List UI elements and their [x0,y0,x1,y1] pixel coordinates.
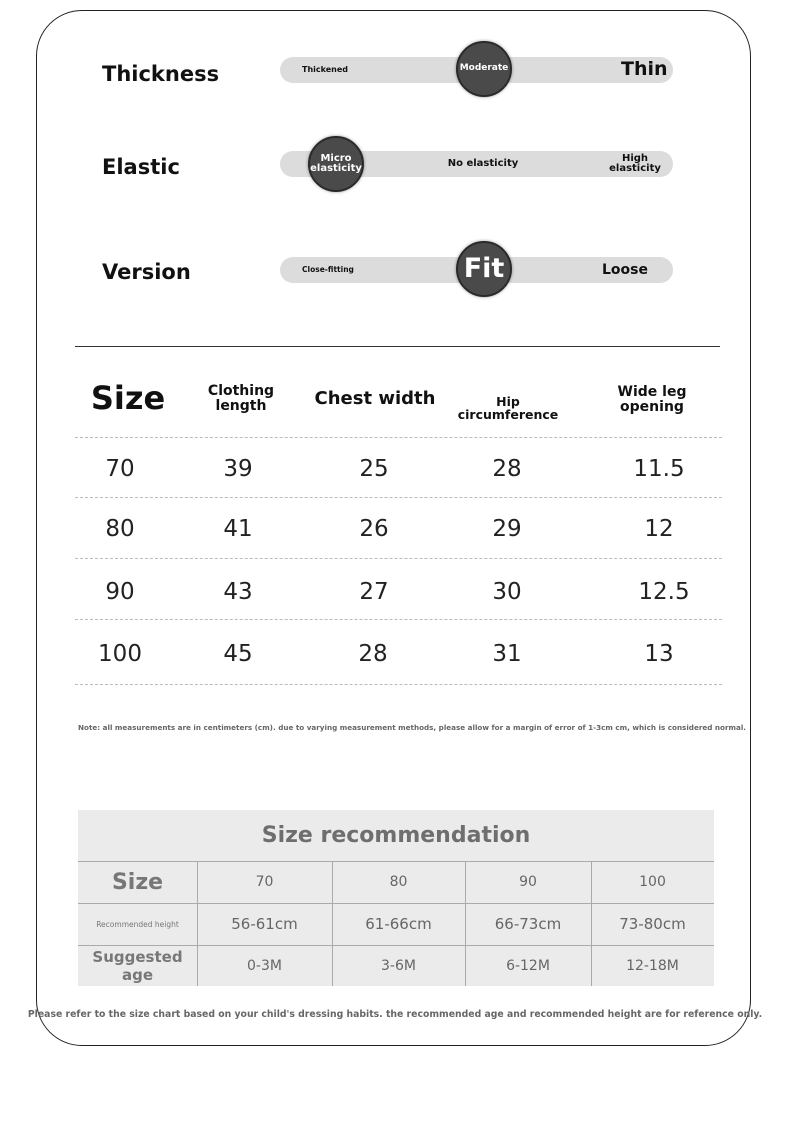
cell-clothing-length: 45 [223,641,253,667]
measurement-note: Note: all measurements are in centimeters (cm). due to varying measurement methods, please allow for a margin of error of 1-3cm cm, which is considered normal. [78,723,747,732]
cell-wide-leg-opening: 13 [644,641,674,667]
header-chest-width: Chest width [314,388,436,409]
version-selected-knob [456,241,512,297]
rec-age: 3-6M [381,957,416,974]
elastic-label: Elastic [102,155,180,179]
cell-hip-circumference: 30 [492,579,522,605]
rec-age: 6-12M [506,957,550,974]
recommendation-title: Size recommendation [261,823,531,848]
thickness-option-moderate: Moderate [459,63,509,74]
cell-chest-width: 26 [359,516,389,542]
row-divider [75,558,722,559]
section-divider [75,346,720,347]
cell-size: 70 [105,456,135,482]
cell-wide-leg-opening: 12 [644,516,674,542]
row-divider [75,684,722,685]
cell-chest-width: 25 [359,456,389,482]
elastic-option-high-elasticity: High elasticity [609,152,661,174]
elastic-option-micro-elasticity: Micro elasticity [310,152,362,174]
cell-hip-circumference: 29 [492,516,522,542]
cell-size: 80 [105,516,135,542]
cell-clothing-length: 43 [223,579,253,605]
rec-size: 90 [519,874,537,890]
thickness-option-thin: Thin [621,58,668,81]
cell-size: 100 [98,641,142,667]
header-size: Size [90,379,166,417]
rec-age: 12-18M [626,957,679,974]
rec-age: 0-3M [247,957,282,974]
rec-height: 66-73cm [494,915,562,933]
elastic-option-no-elasticity: No elasticity [447,157,519,169]
row-label-suggested-age: Suggested age [92,947,183,984]
size-recommendation-table [78,810,714,986]
row-label-recommended-height: Recommended height [96,919,179,929]
row-label-size: Size [111,869,164,895]
header-clothing-length: Clothing length [207,383,275,414]
row-divider [75,437,722,438]
cell-size: 90 [105,579,135,605]
rec-size: 80 [389,874,408,890]
thickness-selected-knob [456,41,512,97]
header-wide-leg-opening: Wide leg opening [617,384,687,415]
version-option-close-fitting: Close-fitting [302,265,354,275]
thickness-option-thickened: Thickened [302,64,349,74]
cell-chest-width: 28 [358,641,388,667]
cell-clothing-length: 39 [223,456,253,482]
rec-height: 73-80cm [619,915,686,933]
row-divider [75,619,722,620]
cell-clothing-length: 41 [223,516,253,542]
version-label: Version [102,260,191,284]
cell-chest-width: 27 [359,579,389,605]
rec-height: 61-66cm [365,915,432,933]
rec-size: 100 [639,874,666,890]
version-option-loose: Loose [602,261,648,278]
rec-size: 70 [255,874,274,890]
cell-wide-leg-opening: 12.5 [638,579,690,605]
thickness-label: Thickness [102,62,220,86]
version-option-fit: Fit [463,252,505,284]
row-divider [75,497,722,498]
footer-disclaimer: Please refer to the size chart based on your child's dressing habits. the recommended age and recommended height are for reference only. [27,1009,763,1020]
cell-wide-leg-opening: 11.5 [633,456,685,482]
rec-height: 56-61cm [231,915,298,933]
elastic-selected-knob [308,136,364,192]
header-hip-circumference: Hip circumference [457,394,559,423]
cell-hip-circumference: 31 [492,641,522,667]
cell-hip-circumference: 28 [492,456,522,482]
